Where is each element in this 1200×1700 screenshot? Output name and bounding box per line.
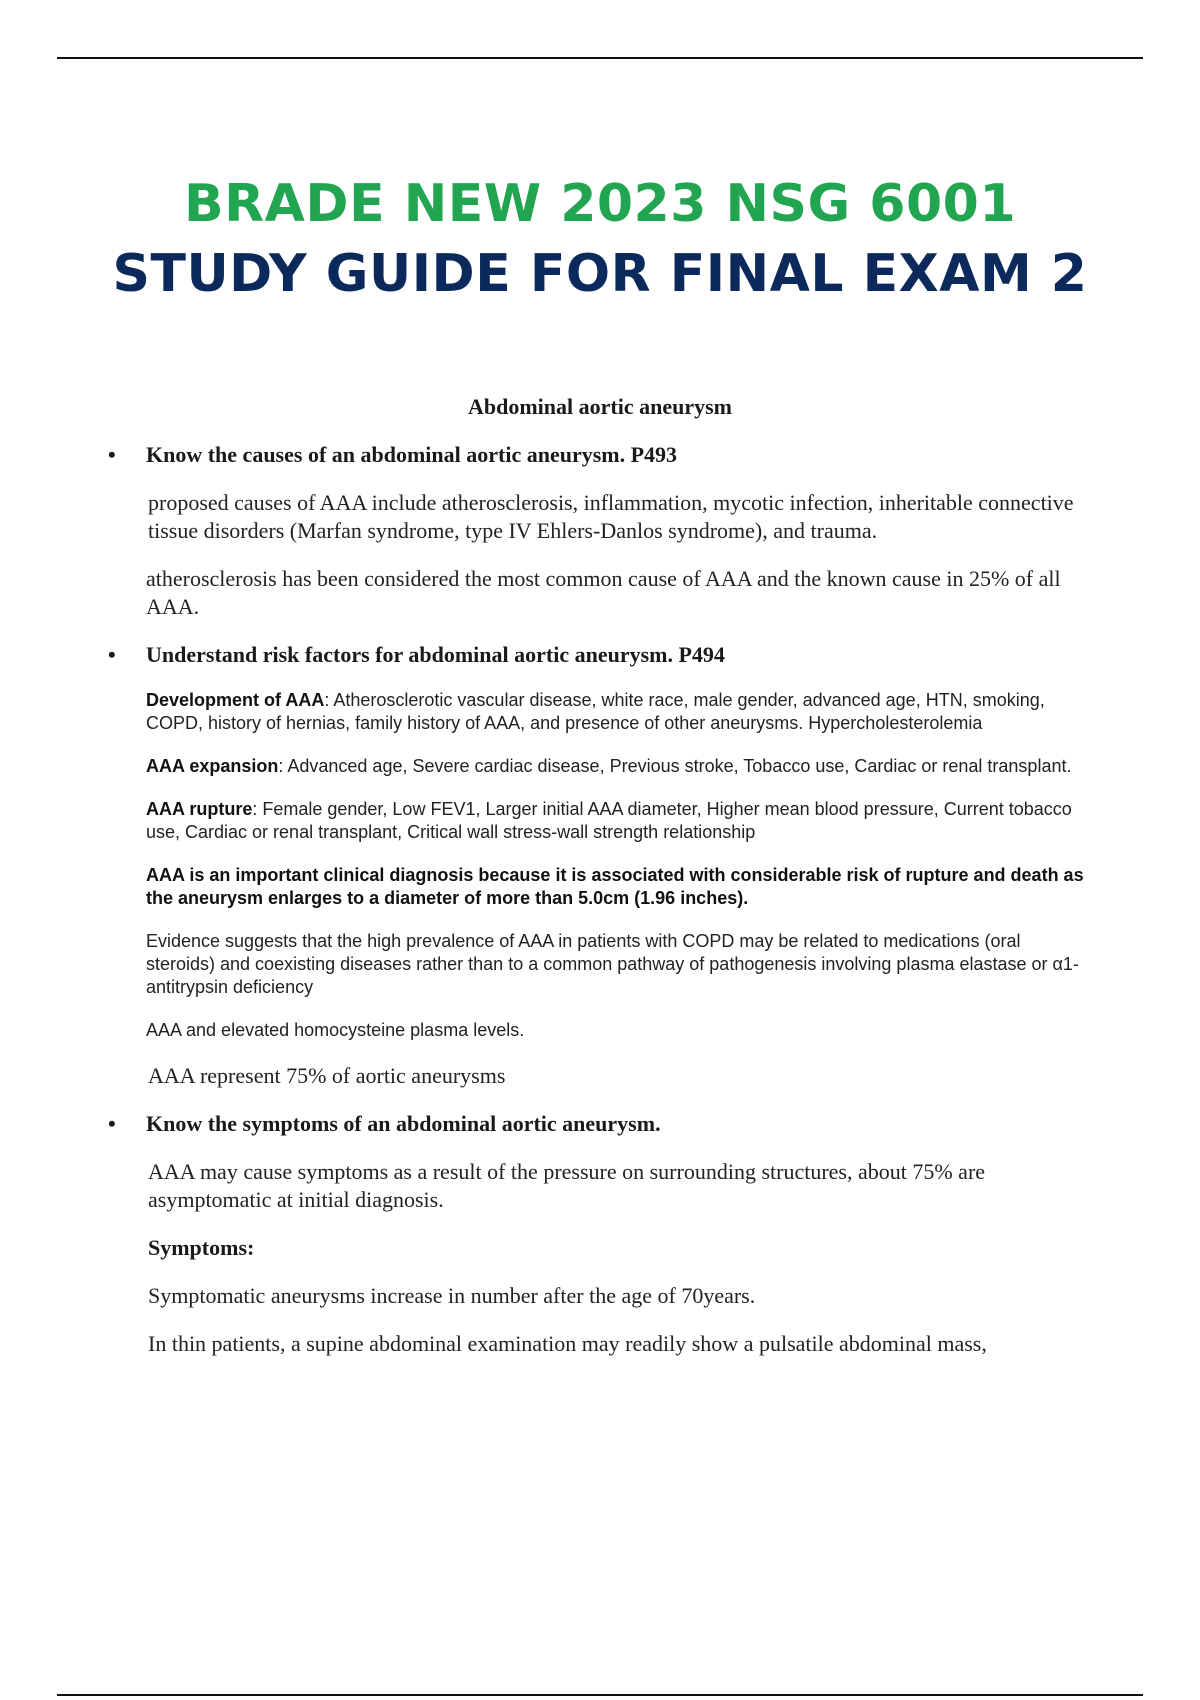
bullet-symptoms-heading: Know the symptoms of an abdominal aortic aneurysm. [146,1111,661,1136]
important-diagnosis-paragraph: AAA is an important clinical diagnosis because it is associated with considerable risk of rupture and death as the aneurysm enlarges to a diameter of more than 5.0cm (1.96 inches). [146,865,1084,908]
bullet-icon: • [108,1111,116,1136]
bullet-causes [0,441,1200,469]
bottom-rule [57,1694,1143,1696]
development-term: Development of AAA [146,690,325,710]
symptoms-paragraph-2: Symptomatic aneurysms increase in number after the age of 70years. [148,1283,756,1308]
causes-paragraph-1: proposed causes of AAA include atherosclerosis, inflammation, mycotic infection, inheritable connective tissue disorders (Marfan syndrome, type IV Ehlers-Danlos syndrome), and trauma. [148,490,1074,543]
rupture-term: AAA rupture [146,799,253,819]
bullet-risk-factors-heading: Understand risk factors for abdominal aortic aneurysm. P494 [146,642,725,667]
rupture-text: : Female gender, Low FEV1, Larger initial AAA diameter, Higher mean blood pressure, Current tobacco use, Cardiac or renal transplant, Critical wall stress-wall strength relationship [146,799,1072,842]
bullet-icon: • [108,442,116,467]
development-text: : Atherosclerotic vascular disease, white race, male gender, advanced age, HTN, smoking, COPD, history of hernias, family history of AAA, and presence of other aneurysms. Hypercholesterolemia [146,690,1045,733]
title-line-1: BRADE NEW 2023 NSG 6001 [183,174,1017,234]
bullet-symptoms [0,1110,1200,1138]
symptoms-paragraph-1: AAA may cause symptoms as a result of the pressure on surrounding structures, about 75% are asymptomatic at initial diagnosis. [148,1159,986,1212]
expansion-term: AAA expansion [146,756,279,776]
bullet-causes-heading: Know the causes of an abdominal aortic aneurysm. P493 [146,442,678,467]
top-rule [57,57,1143,59]
section-heading: Abdominal aortic aneurysm [468,394,732,419]
homocysteine-paragraph: AAA and elevated homocysteine plasma levels. [146,1020,525,1040]
expansion-text: : Advanced age, Severe cardiac disease, Previous stroke, Tobacco use, Cardiac or renal transplant. [278,756,1072,776]
document-title [0,170,1200,310]
development-paragraph [146,689,1086,735]
symptoms-paragraph-3: In thin patients, a supine abdominal examination may readily show a pulsatile abdominal mass, [148,1331,987,1356]
evidence-paragraph: Evidence suggests that the high prevalence of AAA in patients with COPD may be related to medications (oral steroids) and coexisting diseases rather than to a common pathway of pathogenesis involving plasma elastase or α1-antitrypsin deficiency [146,931,1079,997]
rupture-paragraph [146,798,1086,844]
causes-paragraph-2: atherosclerosis has been considered the most common cause of AAA and the known cause in 25% of all AAA. [146,566,1061,619]
title-line-2: STUDY GUIDE FOR FINAL EXAM 2 [112,244,1088,304]
bullet-risk-factors [0,641,1200,669]
expansion-paragraph [146,755,1086,778]
symptoms-subheading: Symptoms: [148,1235,255,1260]
represent-paragraph: AAA represent 75% of aortic aneurysms [148,1063,506,1088]
document-body [0,393,1200,1378]
bullet-icon: • [108,642,116,667]
